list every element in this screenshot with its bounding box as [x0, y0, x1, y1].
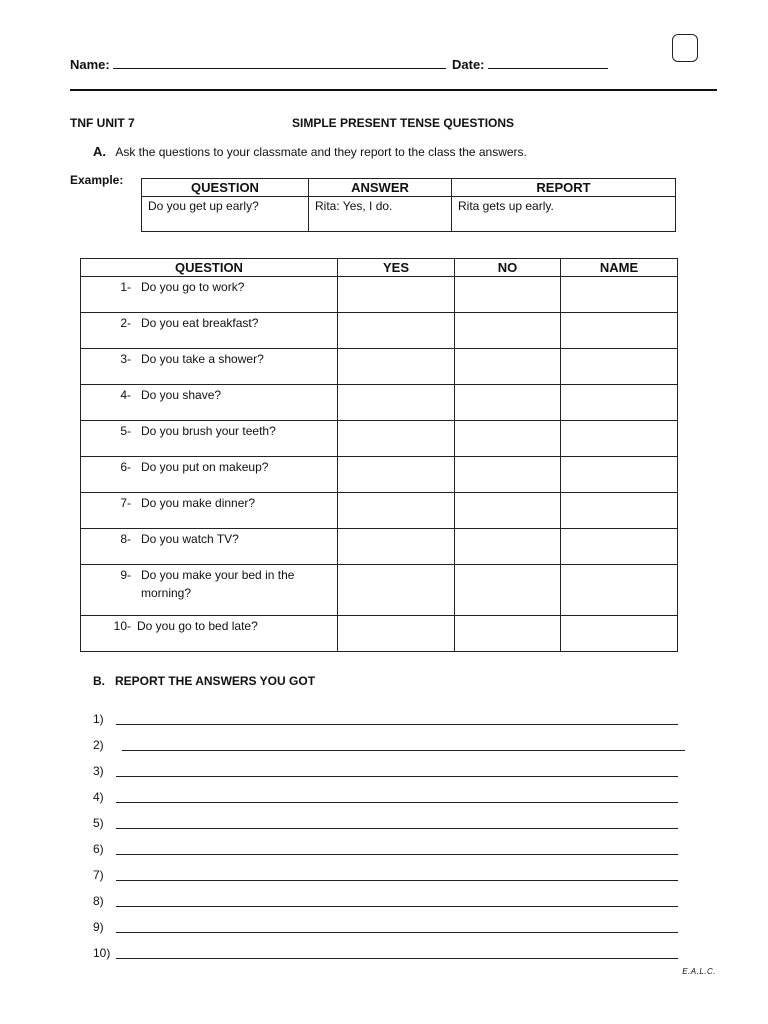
survey-yes-cell[interactable]: [338, 385, 455, 421]
survey-row: [81, 493, 678, 529]
survey-row: [81, 529, 678, 565]
question-text: Do you shave?: [141, 388, 222, 402]
answer-line[interactable]: [116, 906, 678, 907]
survey-yes-cell[interactable]: [338, 421, 455, 457]
section-a-letter: A.: [93, 144, 106, 159]
question-number: 5-: [120, 424, 131, 438]
example-report-cell: Rita gets up early.: [452, 197, 676, 232]
survey-question-cell: [81, 349, 338, 385]
question-number: 3-: [120, 352, 131, 366]
example-table: [141, 178, 676, 232]
survey-question-cell: [81, 421, 338, 457]
header-rule: [70, 89, 717, 91]
answer-line[interactable]: [122, 750, 685, 751]
example-header-report: REPORT: [452, 179, 676, 197]
survey-question-cell: [81, 565, 338, 616]
example-header-answer: ANSWER: [309, 179, 452, 197]
answer-line[interactable]: [116, 880, 678, 881]
survey-question-cell: [81, 529, 338, 565]
date-label: Date:: [452, 57, 485, 72]
survey-yes-cell[interactable]: [338, 565, 455, 616]
survey-header-question: QUESTION: [81, 259, 338, 277]
survey-no-cell[interactable]: [455, 565, 561, 616]
question-number: 1-: [120, 280, 131, 294]
survey-no-cell[interactable]: [455, 313, 561, 349]
question-text: Do you go to work?: [141, 280, 245, 294]
survey-yes-cell[interactable]: [338, 493, 455, 529]
survey-no-cell[interactable]: [455, 493, 561, 529]
survey-no-cell[interactable]: [455, 616, 561, 652]
question-text: Do you watch TV?: [141, 532, 239, 546]
survey-yes-cell[interactable]: [338, 457, 455, 493]
section-a-instruction: Ask the questions to your classmate and they report to the class the answers.: [115, 145, 527, 159]
question-number: 2-: [120, 316, 131, 330]
survey-no-cell[interactable]: [455, 349, 561, 385]
question-number: 10-: [113, 619, 131, 633]
survey-yes-cell[interactable]: [338, 277, 455, 313]
score-box[interactable]: [672, 34, 698, 62]
question-text: Do you make your bed in the morning?: [141, 568, 295, 600]
answer-line[interactable]: [116, 802, 678, 803]
question-number: 6-: [120, 460, 131, 474]
survey-name-cell[interactable]: [561, 457, 678, 493]
unit-label: TNF UNIT 7: [70, 116, 135, 130]
survey-name-cell[interactable]: [561, 313, 678, 349]
survey-row: [81, 349, 678, 385]
survey-name-cell[interactable]: [561, 529, 678, 565]
answer-number: 2): [93, 738, 104, 752]
answer-line[interactable]: [116, 958, 678, 959]
survey-row: [81, 457, 678, 493]
survey-question-cell: [81, 277, 338, 313]
survey-rows: [81, 277, 678, 652]
example-header-question: QUESTION: [142, 179, 309, 197]
survey-yes-cell[interactable]: [338, 529, 455, 565]
survey-no-cell[interactable]: [455, 385, 561, 421]
name-blank[interactable]: [113, 56, 446, 69]
survey-row: [81, 565, 678, 616]
survey-name-cell[interactable]: [561, 493, 678, 529]
question-text: Do you take a shower?: [141, 352, 264, 366]
question-text: Do you brush your teeth?: [141, 424, 276, 438]
survey-name-cell[interactable]: [561, 277, 678, 313]
question-text: Do you make dinner?: [141, 496, 256, 510]
section-a-instruction-row: [93, 144, 527, 159]
example-question-cell: Do you get up early?: [142, 197, 309, 232]
survey-name-cell[interactable]: [561, 565, 678, 616]
survey-no-cell[interactable]: [455, 529, 561, 565]
survey-header-yes: YES: [338, 259, 455, 277]
answer-number: 1): [93, 712, 104, 726]
survey-row: [81, 385, 678, 421]
survey-name-cell[interactable]: [561, 421, 678, 457]
survey-table: [80, 258, 678, 652]
question-text: Do you put on makeup?: [141, 460, 269, 474]
survey-question-cell: [81, 493, 338, 529]
example-answer-cell: Rita: Yes, I do.: [309, 197, 452, 232]
question-number: 8-: [120, 532, 131, 546]
answer-line[interactable]: [116, 776, 678, 777]
survey-name-cell[interactable]: [561, 616, 678, 652]
survey-header-no: NO: [455, 259, 561, 277]
survey-question-cell: [81, 616, 338, 652]
survey-question-cell: [81, 313, 338, 349]
survey-header-name: NAME: [561, 259, 678, 277]
survey-no-cell[interactable]: [455, 277, 561, 313]
date-blank[interactable]: [488, 56, 608, 69]
question-text: Do you go to bed late?: [137, 619, 258, 633]
survey-yes-cell[interactable]: [338, 349, 455, 385]
survey-row: [81, 421, 678, 457]
question-number: 7-: [120, 496, 131, 510]
survey-yes-cell[interactable]: [338, 313, 455, 349]
survey-question-cell: [81, 385, 338, 421]
survey-no-cell[interactable]: [455, 457, 561, 493]
survey-no-cell[interactable]: [455, 421, 561, 457]
survey-yes-cell[interactable]: [338, 616, 455, 652]
survey-row: [81, 277, 678, 313]
answer-line[interactable]: [116, 828, 678, 829]
page-title: SIMPLE PRESENT TENSE QUESTIONS: [292, 116, 515, 130]
example-label: Example:: [70, 173, 124, 187]
answer-number: 8): [93, 894, 104, 908]
answer-number: 10): [93, 946, 111, 960]
name-label: Name:: [70, 57, 110, 72]
answer-number: 7): [93, 868, 104, 882]
answer-number: 9): [93, 920, 104, 934]
survey-name-cell[interactable]: [561, 349, 678, 385]
answer-line[interactable]: [116, 854, 678, 855]
answer-line[interactable]: [116, 724, 678, 725]
answer-number: 3): [93, 764, 104, 778]
question-number: 9-: [120, 568, 131, 582]
survey-name-cell[interactable]: [561, 385, 678, 421]
survey-row: [81, 313, 678, 349]
answer-number: 6): [93, 842, 104, 856]
answer-line[interactable]: [116, 932, 678, 933]
answer-number: 5): [93, 816, 104, 830]
question-text: Do you eat breakfast?: [141, 316, 259, 330]
name-field-row: [70, 56, 608, 72]
survey-question-cell: [81, 457, 338, 493]
author-initials: E.A.L.C.: [682, 967, 716, 976]
answer-number: 4): [93, 790, 104, 804]
question-number: 4-: [120, 388, 131, 402]
survey-row: [81, 616, 678, 652]
section-b-title: B. REPORT THE ANSWERS YOU GOT: [93, 674, 316, 688]
